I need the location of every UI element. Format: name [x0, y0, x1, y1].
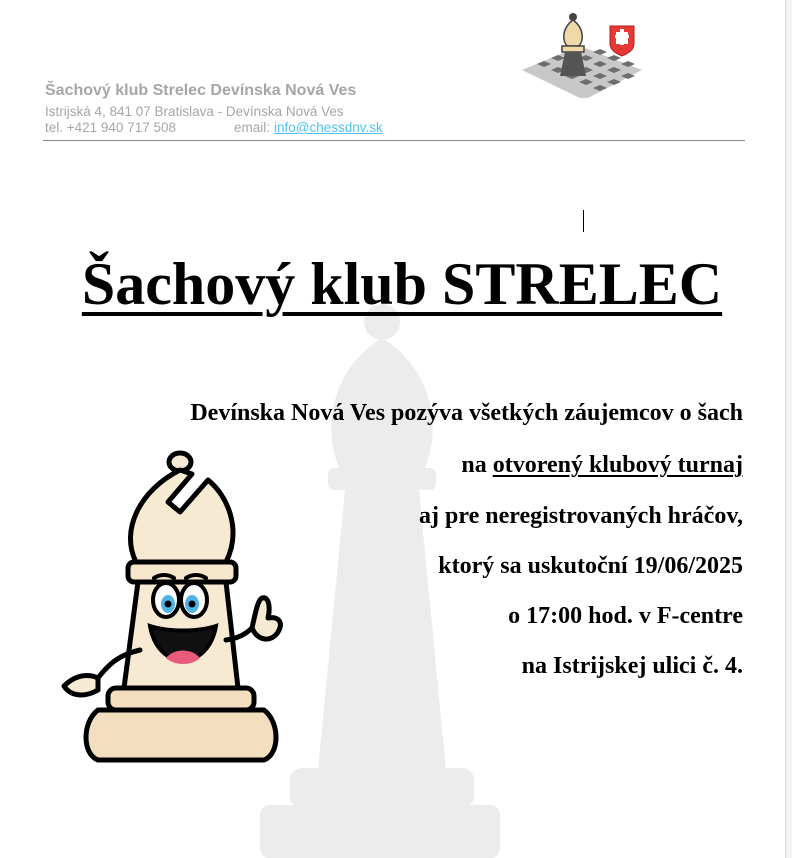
invitation-line-3: aj pre neregistrovaných hráčov,: [419, 503, 743, 529]
invitation-line-4: ktorý sa uskutoční 19/06/2025: [438, 553, 743, 579]
invitation-line-6: na Istrijskej ulici č. 4.: [521, 653, 743, 679]
chessboard-bishop-crest-icon: [518, 12, 648, 98]
invitation-line-2: [461, 452, 743, 479]
club-name: Šachový klub Strelec Devínska Nová Ves: [45, 82, 357, 99]
text-cursor: [583, 210, 584, 232]
cartoon-bishop-mascot-icon: [58, 450, 298, 770]
club-address: Istrijská 4, 841 07 Bratislava - Devínska Nová Ves: [45, 104, 344, 119]
invitation-line-5: o 17:00 hod. v F-centre: [508, 603, 743, 629]
email-label: email:: [234, 120, 271, 135]
club-phone: tel. +421 940 717 508: [45, 120, 176, 135]
tournament-name: otvorený klubový turnaj: [492, 452, 743, 478]
invitation-line-1: Devínska Nová Ves pozýva všetkých záujemcov o šach: [190, 400, 743, 426]
email-link[interactable]: info@chessdnv.sk: [274, 120, 383, 135]
page-title: Šachový klub STRELEC: [81, 251, 723, 317]
header-divider: [43, 140, 745, 141]
invitation-line-2-prefix: na: [461, 452, 493, 478]
page-edge: [785, 0, 792, 858]
